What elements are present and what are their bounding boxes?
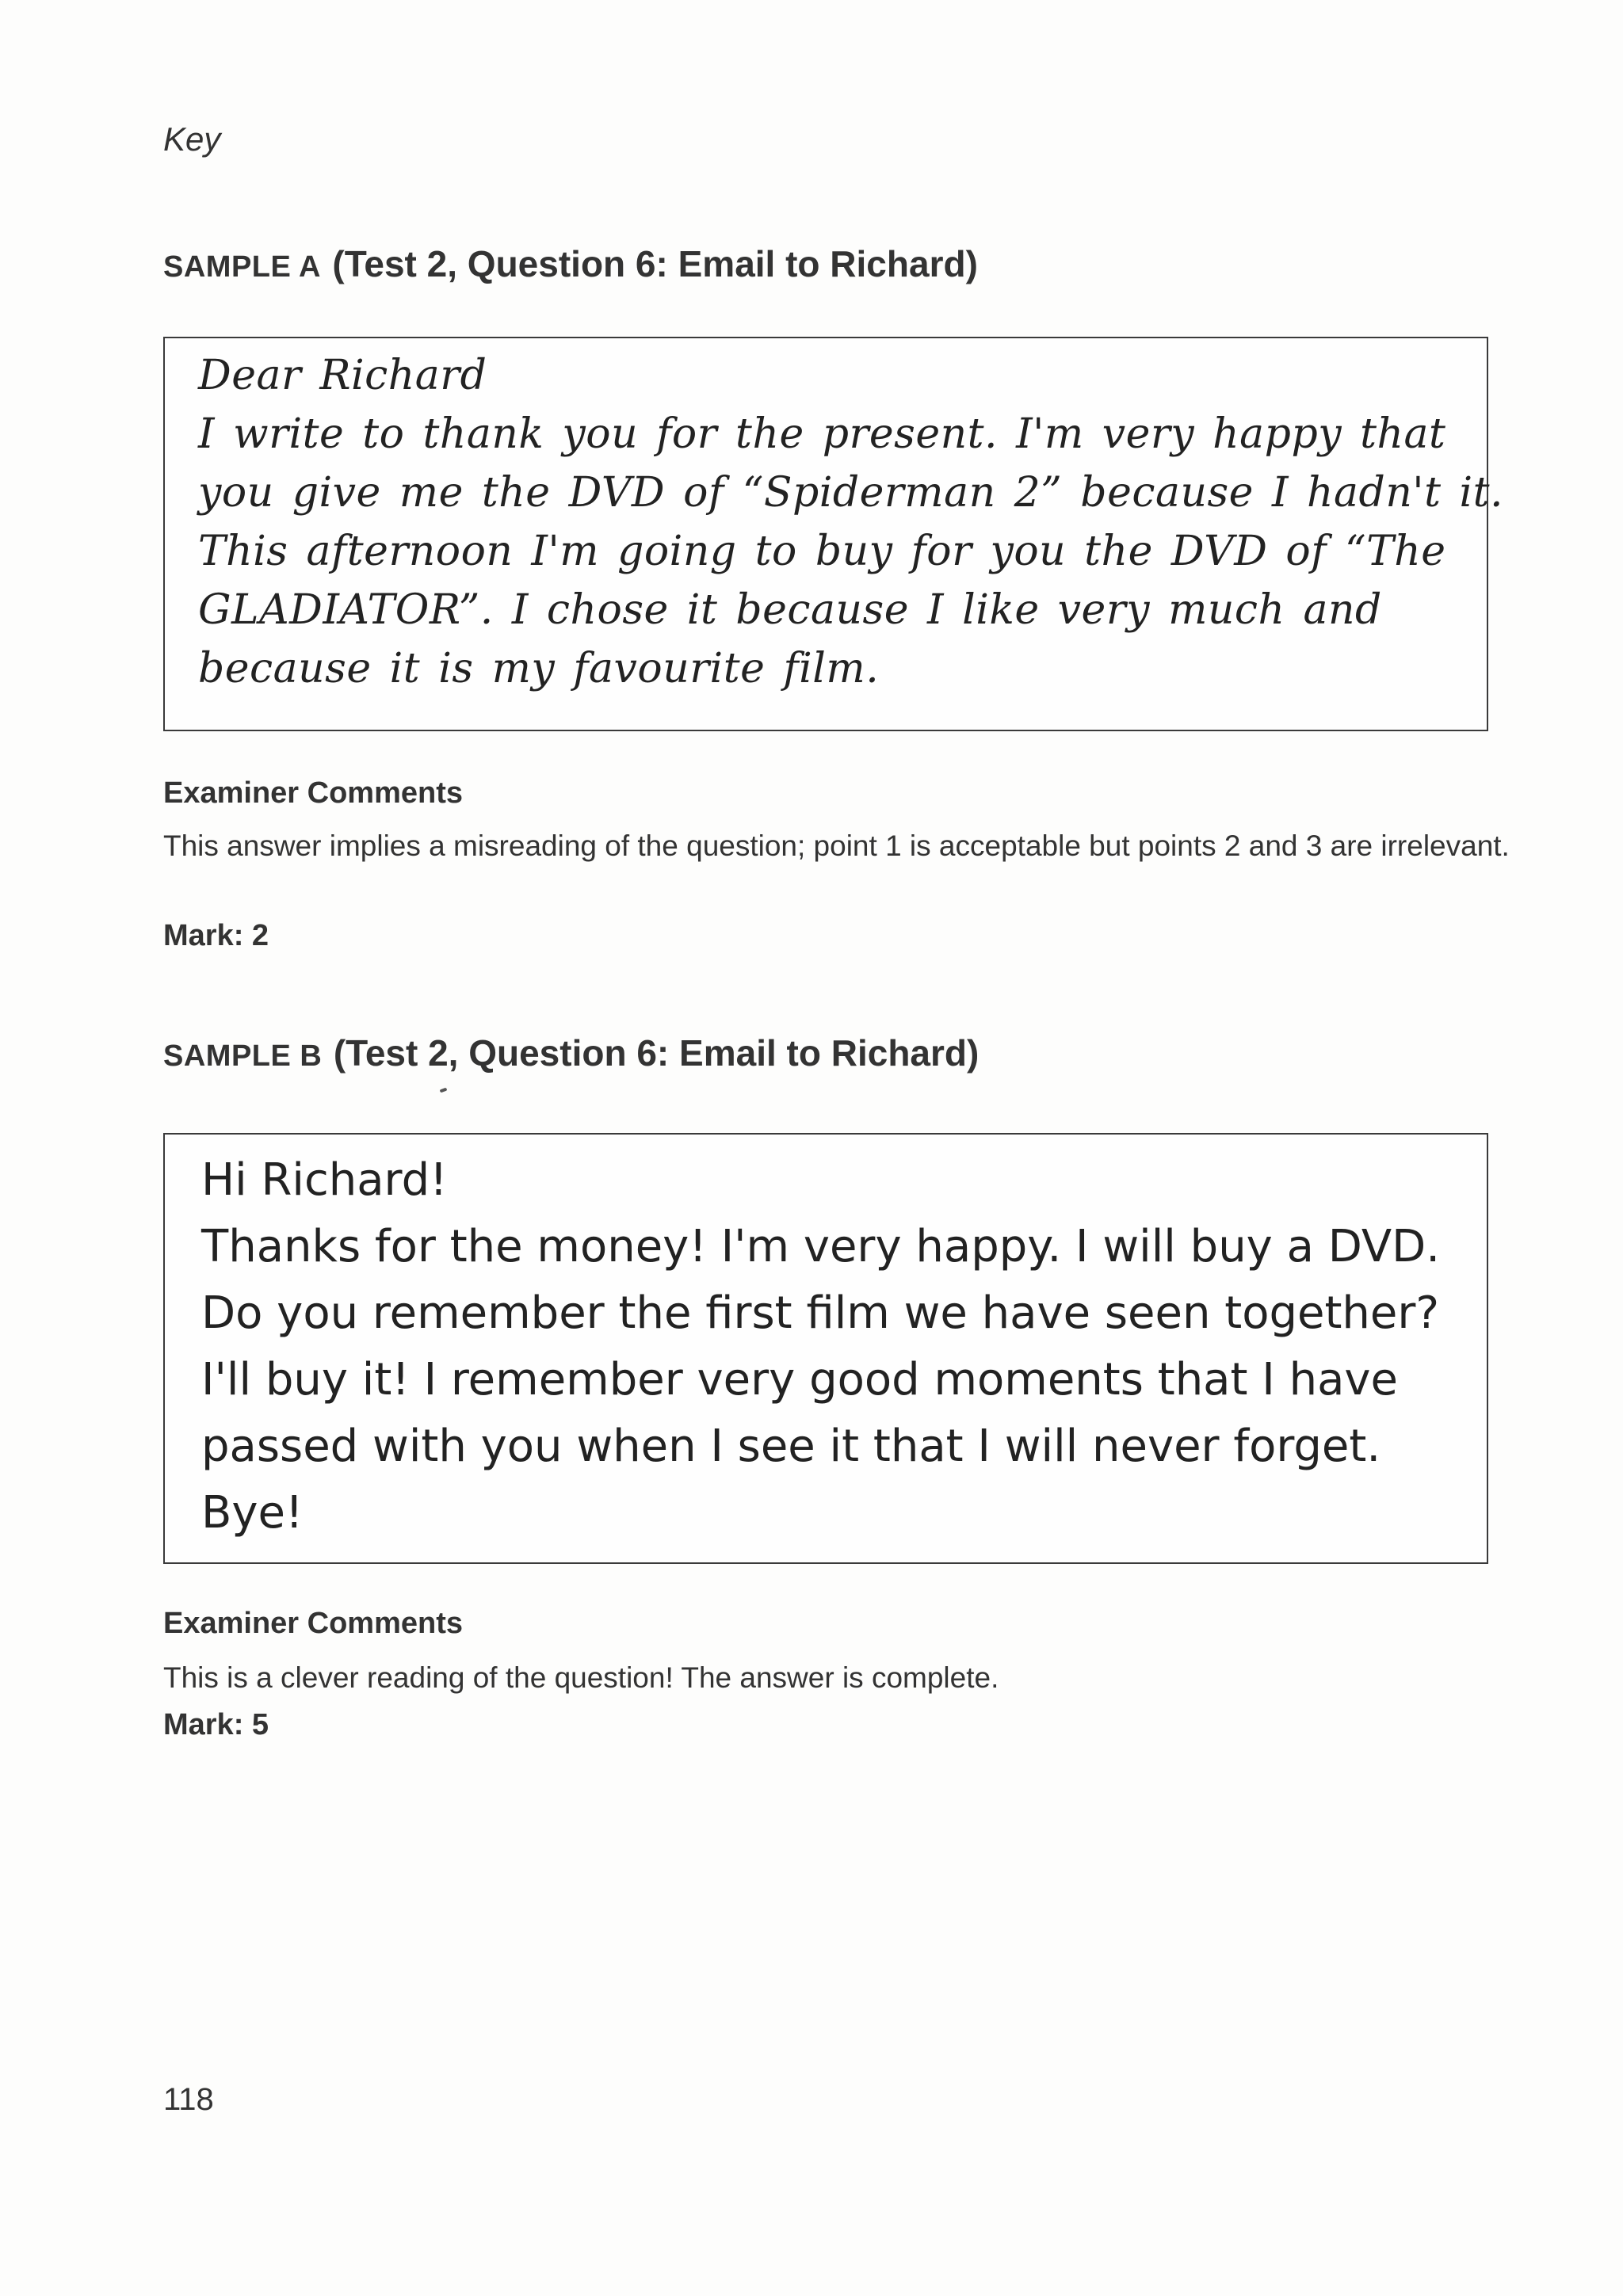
sample-b-heading (163, 1032, 979, 1074)
sample-a-handwritten-answer (165, 338, 1504, 698)
answer-line: Bye! (201, 1487, 304, 1539)
sample-a-mark: Mark: 2 (163, 919, 269, 952)
sample-b-handwritten-answer (165, 1135, 1487, 1547)
sample-a-comments-heading: Examiner Comments (163, 776, 464, 810)
running-head: Key (163, 120, 221, 158)
answer-line: passed with you when I see it that I will never forget. (201, 1421, 1381, 1472)
sample-b-comments-heading: Examiner Comments (163, 1607, 464, 1640)
page-number: 118 (163, 2082, 214, 2117)
answer-line: I'll buy it! I remember very good moments that I have (201, 1354, 1398, 1405)
sample-b-answer-box (163, 1133, 1488, 1564)
answer-line: Do you remember the first film we have seen together? (201, 1287, 1440, 1339)
sample-b-label: SAMPLE B (163, 1039, 323, 1073)
sample-a-comments-text: This answer implies a misreading of the question; point 1 is acceptable but points 2 and 3 are irrelevant. (163, 830, 1510, 862)
sample-b-mark: Mark: 5 (163, 1708, 269, 1741)
sample-a-title: (Test 2, Question 6: Email to Richard) (332, 243, 978, 284)
answer-line: GLADIATOR”. I chose it because I like very much and (198, 586, 1382, 634)
sample-a-heading (163, 242, 978, 285)
answer-line: because it is my favourite film. (198, 645, 880, 692)
sample-a-label: SAMPLE A (163, 250, 321, 284)
answer-line: This afternoon I'm going to buy for you the DVD of “The (198, 528, 1446, 575)
answer-line: you give me the DVD of “Spiderman 2” because I hadn't it. (198, 469, 1504, 517)
answer-line: Hi Richard! (201, 1154, 448, 1206)
answer-line: Thanks for the money! I'm very happy. I will buy a DVD. (201, 1221, 1441, 1272)
answer-line: Dear Richard (198, 352, 487, 399)
answer-line: I write to thank you for the present. I'm very happy that (198, 410, 1446, 458)
sample-b-title: (Test 2, Question 6: Email to Richard) (333, 1032, 980, 1074)
stray-pen-mark (440, 1088, 448, 1093)
sample-a-answer-box (163, 337, 1504, 731)
sample-b-comments-text: This is a clever reading of the question! The answer is complete. (163, 1661, 999, 1694)
